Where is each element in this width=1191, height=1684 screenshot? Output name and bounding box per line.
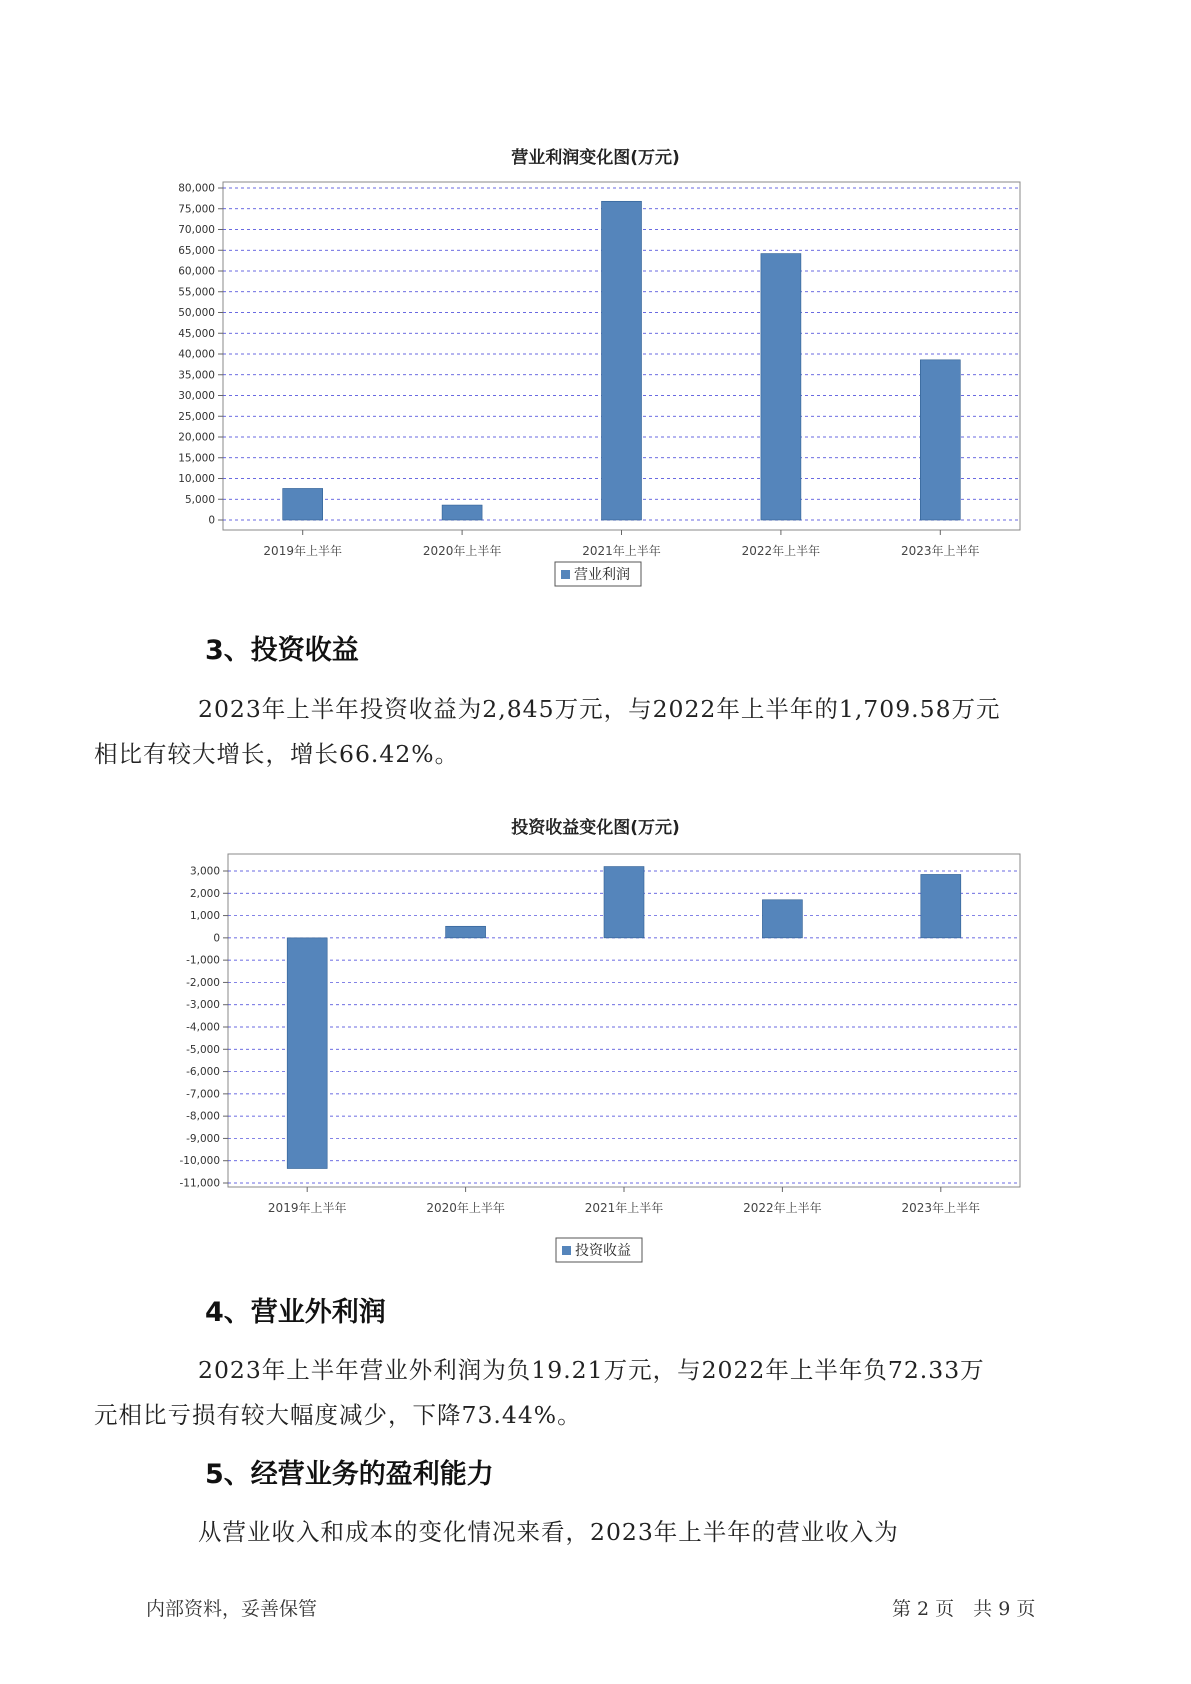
chart1-ytick-label: 20,000 bbox=[178, 431, 215, 444]
chart2-ytick-label: 2,000 bbox=[189, 887, 220, 900]
investment-income-chart bbox=[0, 830, 1191, 1259]
section-4-line-1: 2023年上半年营业外利润为负19.21万元，与2022年上半年负72.33万 bbox=[198, 1356, 985, 1384]
chart2-ytick-label: -2,000 bbox=[186, 976, 220, 989]
chart1-ytick-label: 80,000 bbox=[178, 182, 215, 195]
chart1-legend-swatch bbox=[561, 570, 570, 579]
chart2-bar bbox=[287, 938, 327, 1169]
chart2-category-label: 2022年上半年 bbox=[743, 1201, 822, 1215]
chart2-ytick-label: -3,000 bbox=[186, 999, 220, 1012]
chart1-category-label: 2019年上半年 bbox=[263, 544, 342, 558]
chart1-ytick-label: 5,000 bbox=[184, 493, 215, 506]
chart1-ytick-label: 45,000 bbox=[178, 327, 215, 340]
chart2-ytick-label: -5,000 bbox=[186, 1043, 220, 1056]
chart1-ytick-label: 30,000 bbox=[178, 390, 215, 402]
chart2-ytick-label: -4,000 bbox=[186, 1021, 220, 1034]
footer-page-number: 第 2 页 共 9 页 bbox=[892, 1598, 1036, 1620]
section-3-line-1: 2023年上半年投资收益为2,845万元，与2022年上半年的1,709.58万元 bbox=[198, 695, 1001, 723]
chart2-bar bbox=[921, 874, 961, 937]
chart2-category-label: 2020年上半年 bbox=[426, 1201, 505, 1215]
chart2-ytick-label: -8,000 bbox=[186, 1110, 220, 1123]
chart2-category-label: 2021年上半年 bbox=[584, 1201, 664, 1215]
chart1-ytick-label: 65,000 bbox=[178, 244, 215, 257]
chart1-ytick-label: 55,000 bbox=[178, 286, 215, 299]
chart2-ytick-label: -11,000 bbox=[179, 1177, 220, 1190]
operating-profit-chart bbox=[0, 160, 1191, 600]
chart2-legend-swatch bbox=[562, 1246, 571, 1255]
chart1-category-label: 2023年上半年 bbox=[901, 544, 980, 558]
chart1-ytick-label: 70,000 bbox=[178, 224, 215, 236]
chart2-ytick-label: -10,000 bbox=[179, 1155, 220, 1168]
section-3-line-2: 相比有较大增长，增长66.42%。 bbox=[94, 740, 460, 768]
chart1-bar bbox=[602, 201, 642, 520]
chart2-ytick-label: -1,000 bbox=[186, 954, 220, 967]
chart1-legend bbox=[555, 562, 641, 586]
chart1-category-label: 2022年上半年 bbox=[741, 544, 821, 558]
chart1-bar bbox=[761, 254, 801, 520]
chart1-ytick-label: 35,000 bbox=[178, 369, 215, 382]
section-5-line-1: 从营业收入和成本的变化情况来看，2023年上半年的营业收入为 bbox=[198, 1518, 899, 1546]
section-5-paragraph bbox=[146, 1510, 1061, 1555]
chart1-ytick-label: 25,000 bbox=[178, 410, 215, 423]
chart1-title: 营业利润变化图(万元) bbox=[511, 148, 680, 168]
chart2-bar bbox=[604, 867, 644, 938]
section-4-line-2: 元相比亏损有较大幅度减少，下降73.44%。 bbox=[94, 1401, 582, 1429]
chart1-ytick-label: 40,000 bbox=[178, 348, 215, 361]
chart2-ytick-label: 0 bbox=[213, 932, 220, 945]
chart1-legend-label: 营业利润 bbox=[574, 567, 630, 583]
chart2-title: 投资收益变化图(万元) bbox=[511, 818, 680, 838]
chart2-bar bbox=[446, 926, 486, 938]
footer-confidential: 内部资料，妥善保管 bbox=[146, 1598, 318, 1620]
chart1-ytick-label: 0 bbox=[208, 514, 215, 527]
chart1-bar bbox=[283, 488, 323, 520]
chart2-ytick-label: -9,000 bbox=[186, 1132, 220, 1145]
section-4-heading: 4、营业外利润 bbox=[205, 1297, 386, 1328]
chart1-ytick-label: 50,000 bbox=[178, 307, 215, 319]
section-3-heading: 3、投资收益 bbox=[205, 635, 359, 666]
chart2-legend bbox=[556, 1238, 642, 1262]
section-4-paragraph bbox=[94, 1348, 1061, 1438]
chart1-ytick-label: 15,000 bbox=[178, 452, 215, 465]
chart2-ytick-label: 3,000 bbox=[189, 865, 220, 878]
chart1-ytick-label: 75,000 bbox=[178, 203, 215, 216]
chart1-ytick-label: 60,000 bbox=[178, 265, 215, 278]
chart1-bar bbox=[920, 360, 960, 520]
chart2-ytick-label: 1,000 bbox=[189, 910, 220, 923]
chart2-category-label: 2019年上半年 bbox=[267, 1201, 347, 1215]
chart2-legend-label: 投资收益 bbox=[575, 1243, 631, 1259]
chart1-category-label: 2020年上半年 bbox=[422, 544, 502, 558]
chart1-bar bbox=[442, 505, 482, 520]
chart1-ytick-label: 10,000 bbox=[178, 473, 215, 485]
chart2-bar bbox=[762, 900, 802, 938]
section-5-heading: 5、经营业务的盈利能力 bbox=[205, 1459, 494, 1490]
chart2-ytick-label: -7,000 bbox=[186, 1088, 220, 1101]
chart2-ytick-label: -6,000 bbox=[186, 1066, 220, 1079]
section-3-paragraph bbox=[94, 687, 1061, 777]
chart2-category-label: 2023年上半年 bbox=[901, 1201, 981, 1215]
chart1-category-label: 2021年上半年 bbox=[582, 544, 661, 558]
